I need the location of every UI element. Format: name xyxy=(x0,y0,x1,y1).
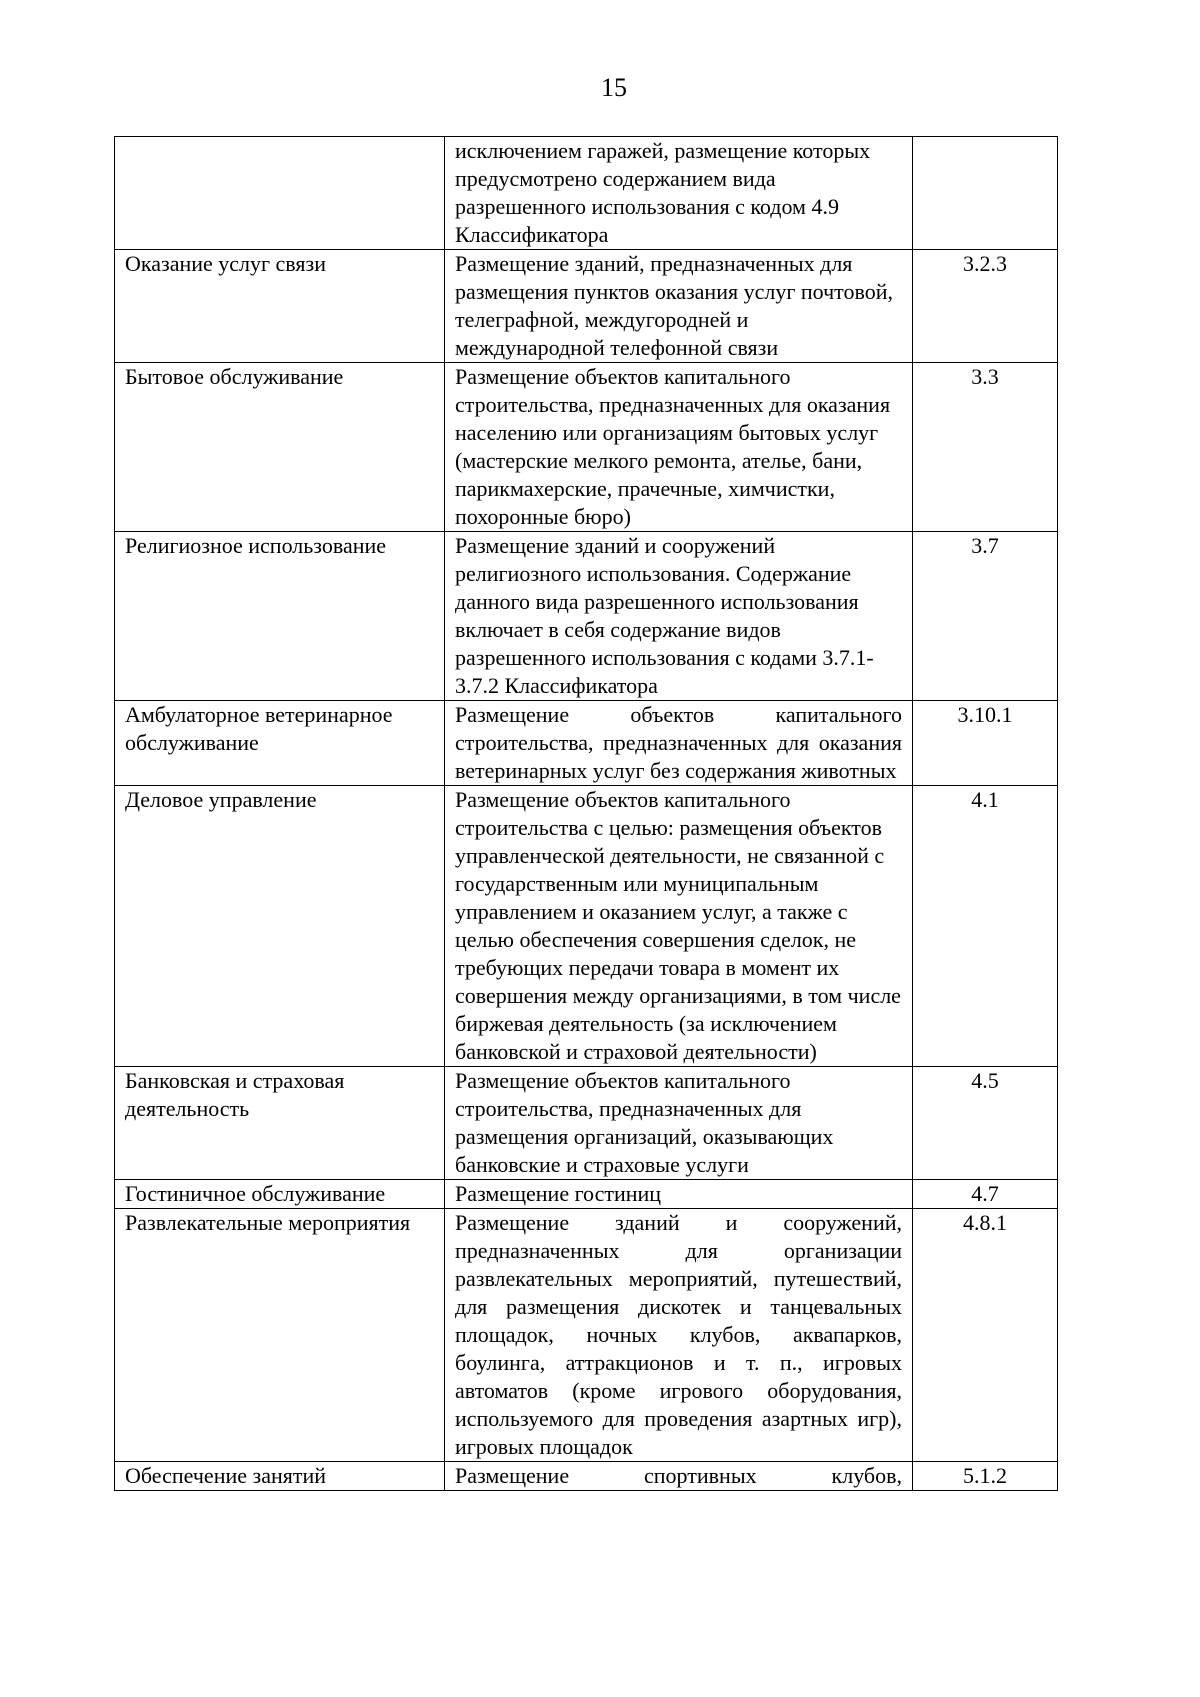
use-description-cell: Размещение объектов капитального строительства, предназначенных для оказания населению или организациям бытовых услуг (мастерские мелкого ремонта, ателье, бани, парикмахерские, прачечные, химчистки, похоронные бюро) xyxy=(445,363,913,532)
table-row xyxy=(115,786,1058,1067)
use-code-cell: 4.5 xyxy=(913,1067,1058,1180)
table-row xyxy=(115,1180,1058,1209)
use-name-cell: Развлекательные мероприятия xyxy=(115,1209,445,1462)
use-code-cell: 4.1 xyxy=(913,786,1058,1067)
table-row xyxy=(115,1067,1058,1180)
use-description-cell: Размещение зданий и сооружений, предназначенных для организации развлекательных мероприятий, путешествий, для размещения дискотек и танцевальных площадок, ночных клубов, аквапарков, боулинга, аттракционов и т. п., игровых автоматов (кроме игрового оборудования, используемого для проведения азартных игр), игровых площадок xyxy=(445,1209,913,1462)
use-code-cell: 3.3 xyxy=(913,363,1058,532)
table-row xyxy=(115,1462,1058,1491)
use-name-cell: Деловое управление xyxy=(115,786,445,1067)
table-row xyxy=(115,532,1058,701)
use-code-cell: 3.2.3 xyxy=(913,250,1058,363)
use-description-cell: исключением гаражей, размещение которых предусмотрено содержанием вида разрешенного использования с кодом 4.9 Классификатора xyxy=(445,137,913,250)
table-row xyxy=(115,701,1058,786)
use-description-cell: Размещение объектов капитального строительства, предназначенных для оказания ветеринарных услуг без содержания животных xyxy=(445,701,913,786)
use-code-cell xyxy=(913,137,1058,250)
use-description-cell: Размещение объектов капитального строительства, предназначенных для размещения организаций, оказывающих банковские и страховые услуги xyxy=(445,1067,913,1180)
land-use-table xyxy=(114,136,1058,1491)
use-description-cell: Размещение гостиниц xyxy=(445,1180,913,1209)
table-row xyxy=(115,250,1058,363)
page-number: 15 xyxy=(601,73,627,102)
use-code-cell: 5.1.2 xyxy=(913,1462,1058,1491)
use-description-cell: Размещение зданий, предназначенных для размещения пунктов оказания услуг почтовой, телеграфной, междугородней и международной телефонной связи xyxy=(445,250,913,363)
table-row xyxy=(115,363,1058,532)
use-code-cell: 4.8.1 xyxy=(913,1209,1058,1462)
use-name-cell: Религиозное использование xyxy=(115,532,445,701)
use-name-cell xyxy=(115,137,445,250)
use-name-cell: Обеспечение занятий xyxy=(115,1462,445,1491)
use-description-cell: Размещение зданий и сооружений религиозного использования. Содержание данного вида разрешенного использования включает в себя содержание видов разрешенного использования с кодами 3.7.1-3.7.2 Классификатора xyxy=(445,532,913,701)
use-description-cell: Размещение объектов капитального строительства с целью: размещения объектов управленческой деятельности, не связанной с государственным или муниципальным управлением и оказанием услуг, а также с целью обеспечения совершения сделок, не требующих передачи товара в момент их совершения между организациями, в том числе биржевая деятельность (за исключением банковской и страховой деятельности) xyxy=(445,786,913,1067)
use-name-cell: Банковская и страховая деятельность xyxy=(115,1067,445,1180)
use-name-cell: Оказание услуг связи xyxy=(115,250,445,363)
use-name-cell: Амбулаторное ветеринарное обслуживание xyxy=(115,701,445,786)
use-name-cell: Бытовое обслуживание xyxy=(115,363,445,532)
table-row xyxy=(115,1209,1058,1462)
table-row xyxy=(115,137,1058,250)
use-description-cell: Размещение спортивных клубов, xyxy=(445,1462,913,1491)
use-name-cell: Гостиничное обслуживание xyxy=(115,1180,445,1209)
use-code-cell: 3.7 xyxy=(913,532,1058,701)
use-code-cell: 3.10.1 xyxy=(913,701,1058,786)
use-code-cell: 4.7 xyxy=(913,1180,1058,1209)
